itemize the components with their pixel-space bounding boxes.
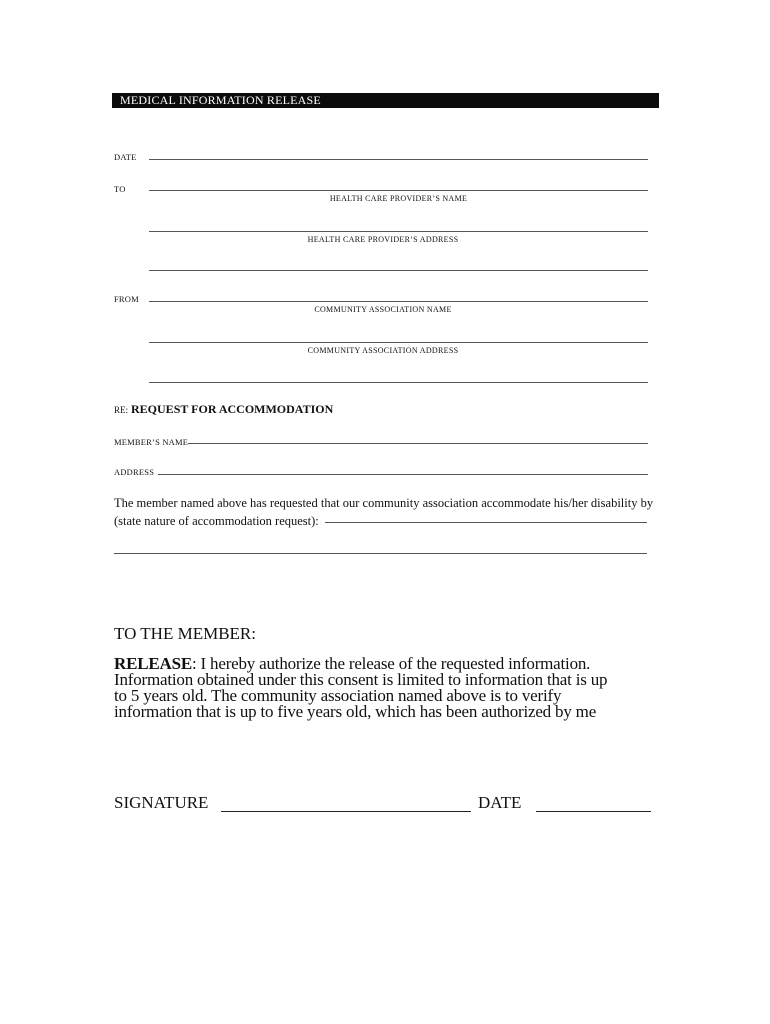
member-name-field[interactable] bbox=[188, 443, 648, 444]
accommodation-request-field[interactable] bbox=[325, 522, 647, 523]
assoc-address-field-2[interactable] bbox=[149, 382, 648, 383]
date-label: DATE bbox=[114, 152, 137, 162]
provider-name-field[interactable] bbox=[149, 190, 648, 191]
signature-date-field[interactable] bbox=[536, 811, 651, 812]
provider-name-caption: HEALTH CARE PROVIDER’S NAME bbox=[329, 194, 468, 203]
release-line-3: to 5 years old. The community association named above is to verify bbox=[114, 686, 562, 705]
form-title-bar bbox=[112, 93, 659, 108]
member-heading: TO THE MEMBER: bbox=[114, 624, 256, 643]
assoc-name-caption: COMMUNITY ASSOCIATION NAME bbox=[314, 305, 452, 314]
release-line-2: Information obtained under this consent is limited to information that is up bbox=[114, 670, 608, 689]
signature-field[interactable] bbox=[221, 811, 471, 812]
release-text-1: : I hereby authorize the release of the requested information. bbox=[191, 654, 591, 673]
from-label: FROM bbox=[114, 294, 139, 304]
form-title: MEDICAL INFORMATION RELEASE bbox=[120, 93, 321, 107]
provider-address-caption: HEALTH CARE PROVIDER’S ADDRESS bbox=[307, 235, 459, 244]
assoc-address-caption: COMMUNITY ASSOCIATION ADDRESS bbox=[307, 346, 459, 355]
signature-label: SIGNATURE bbox=[114, 793, 209, 812]
statement-line-2: (state nature of accommodation request): bbox=[114, 514, 319, 528]
member-name-label: MEMBER’S NAME bbox=[114, 437, 189, 447]
assoc-name-field[interactable] bbox=[149, 301, 648, 302]
release-line-4: information that is up to five years old, which has been authorized by me bbox=[114, 702, 597, 721]
assoc-address-field[interactable] bbox=[149, 342, 648, 343]
provider-address-field[interactable] bbox=[149, 231, 648, 232]
re-prefix: RE: bbox=[114, 405, 129, 415]
provider-address-field-2[interactable] bbox=[149, 270, 648, 271]
to-label: TO bbox=[114, 184, 126, 194]
signature-date-label: DATE bbox=[478, 793, 522, 812]
re-line bbox=[114, 402, 333, 417]
address-label: ADDRESS bbox=[114, 467, 155, 477]
accommodation-request-field-2[interactable] bbox=[114, 553, 647, 554]
release-label: RELEASE bbox=[114, 654, 192, 673]
statement-line-1: The member named above has requested that our community association accommodate his/her disability by bbox=[114, 496, 654, 510]
date-field[interactable] bbox=[149, 159, 648, 160]
re-title: REQUEST FOR ACCOMMODATION bbox=[131, 402, 334, 416]
member-address-field[interactable] bbox=[158, 474, 648, 475]
